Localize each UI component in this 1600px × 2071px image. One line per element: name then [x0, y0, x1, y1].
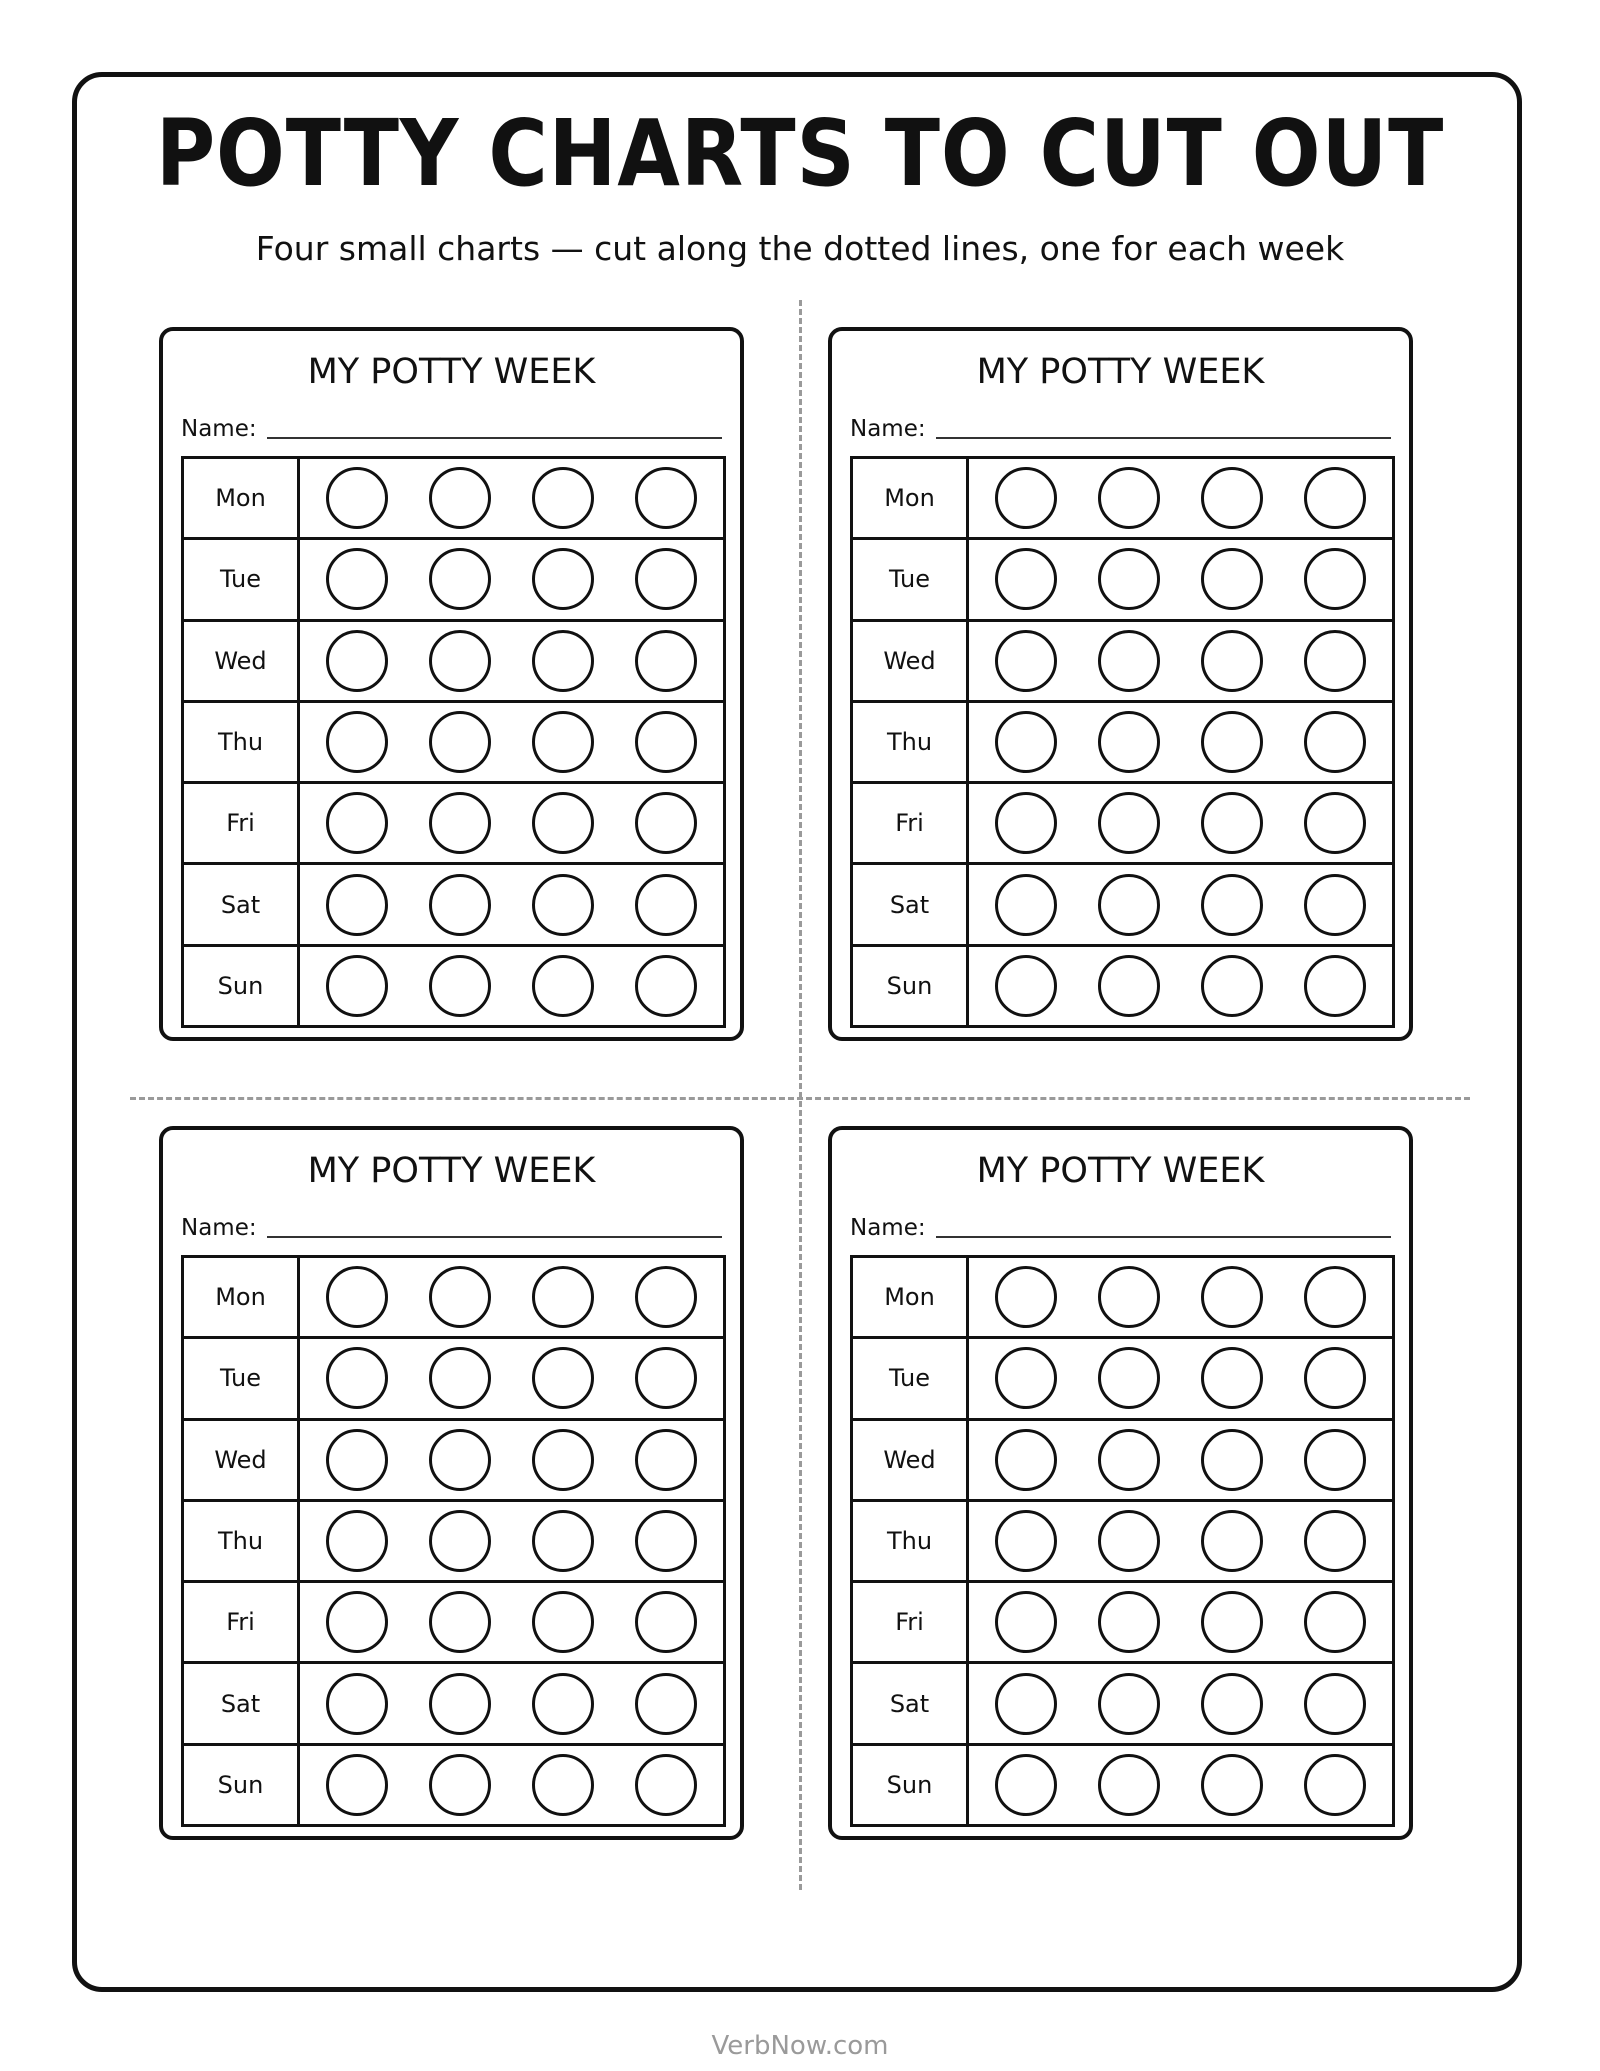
- circle-group: [300, 1746, 723, 1824]
- chart-title: MY POTTY WEEK: [976, 1151, 1265, 1191]
- potty-circle[interactable]: [1201, 711, 1263, 773]
- day-row: [853, 1746, 1392, 1824]
- potty-circle[interactable]: [429, 630, 491, 692]
- potty-circle[interactable]: [1304, 467, 1366, 529]
- potty-circle[interactable]: [532, 711, 594, 773]
- circle-group: [969, 1421, 1392, 1499]
- potty-circle[interactable]: [429, 548, 491, 610]
- potty-circle[interactable]: [635, 792, 697, 854]
- potty-circle[interactable]: [1201, 548, 1263, 610]
- potty-circle[interactable]: [1201, 955, 1263, 1017]
- name-label: Name:: [181, 416, 257, 442]
- potty-circle[interactable]: [1304, 1510, 1366, 1572]
- potty-circle[interactable]: [326, 1429, 388, 1491]
- potty-circle[interactable]: [635, 1347, 697, 1409]
- day-row: [853, 784, 1392, 865]
- potty-circle[interactable]: [1201, 467, 1263, 529]
- potty-circle[interactable]: [532, 630, 594, 692]
- circle-group: [300, 1339, 723, 1417]
- day-label: Thu: [853, 1502, 969, 1580]
- chart-title: MY POTTY WEEK: [976, 352, 1265, 392]
- day-row: [853, 1421, 1392, 1502]
- name-label: Name:: [181, 1215, 257, 1241]
- day-label: Sun: [853, 1746, 969, 1824]
- day-label: Fri: [853, 1583, 969, 1661]
- circle-group: [300, 1502, 723, 1580]
- circle-group: [300, 459, 723, 537]
- potty-circle[interactable]: [635, 874, 697, 936]
- day-row: [184, 1583, 723, 1664]
- potty-circle[interactable]: [1304, 1591, 1366, 1653]
- circle-group: [969, 947, 1392, 1025]
- day-label: Mon: [184, 1258, 300, 1336]
- potty-circle[interactable]: [635, 548, 697, 610]
- potty-circle[interactable]: [532, 1266, 594, 1328]
- day-row: [853, 947, 1392, 1025]
- potty-circle[interactable]: [1304, 1347, 1366, 1409]
- potty-circle[interactable]: [1098, 1673, 1160, 1735]
- potty-circle[interactable]: [429, 1673, 491, 1735]
- potty-circle[interactable]: [532, 1429, 594, 1491]
- potty-circle[interactable]: [635, 467, 697, 529]
- potty-circle[interactable]: [532, 1510, 594, 1572]
- day-label: Thu: [184, 1502, 300, 1580]
- week-grid: [181, 456, 726, 1028]
- potty-circle[interactable]: [1201, 1347, 1263, 1409]
- potty-circle[interactable]: [635, 1429, 697, 1491]
- day-row: [184, 1746, 723, 1824]
- potty-circle[interactable]: [532, 1673, 594, 1735]
- potty-circle[interactable]: [1201, 792, 1263, 854]
- week-grid: [850, 1255, 1395, 1827]
- potty-circle[interactable]: [1304, 1754, 1366, 1816]
- circle-group: [969, 459, 1392, 537]
- potty-circle[interactable]: [1304, 548, 1366, 610]
- day-row: [184, 1502, 723, 1583]
- potty-circle[interactable]: [1098, 711, 1160, 773]
- potty-circle[interactable]: [1304, 1429, 1366, 1491]
- day-label: Tue: [853, 540, 969, 618]
- potty-circle[interactable]: [1201, 1754, 1263, 1816]
- potty-circle[interactable]: [429, 1591, 491, 1653]
- potty-circle[interactable]: [1098, 630, 1160, 692]
- potty-chart-card-3: [159, 1126, 744, 1840]
- potty-circle[interactable]: [326, 548, 388, 610]
- potty-circle[interactable]: [326, 1266, 388, 1328]
- potty-circle[interactable]: [995, 1754, 1057, 1816]
- day-label: Sat: [184, 865, 300, 943]
- day-label: Mon: [184, 459, 300, 537]
- day-row: [853, 622, 1392, 703]
- circle-group: [969, 865, 1392, 943]
- potty-circle[interactable]: [635, 1510, 697, 1572]
- day-row: [853, 540, 1392, 621]
- name-row: [850, 1210, 1391, 1240]
- day-label: Tue: [184, 1339, 300, 1417]
- potty-circle[interactable]: [995, 792, 1057, 854]
- circle-group: [300, 1583, 723, 1661]
- potty-circle[interactable]: [429, 792, 491, 854]
- day-label: Fri: [184, 1583, 300, 1661]
- potty-circle[interactable]: [429, 874, 491, 936]
- day-label: Wed: [184, 622, 300, 700]
- potty-circle[interactable]: [532, 1347, 594, 1409]
- name-write-line[interactable]: [936, 436, 1391, 439]
- day-row: [184, 703, 723, 784]
- day-row: [853, 1583, 1392, 1664]
- circle-group: [969, 1664, 1392, 1742]
- chart-title: MY POTTY WEEK: [307, 352, 596, 392]
- circle-group: [300, 947, 723, 1025]
- potty-circle[interactable]: [532, 1591, 594, 1653]
- potty-circle[interactable]: [1098, 467, 1160, 529]
- potty-circle[interactable]: [1304, 630, 1366, 692]
- name-label: Name:: [850, 1215, 926, 1241]
- potty-circle[interactable]: [532, 467, 594, 529]
- name-label: Name:: [850, 416, 926, 442]
- potty-circle[interactable]: [1201, 1673, 1263, 1735]
- circle-group: [969, 1258, 1392, 1336]
- potty-circle[interactable]: [326, 792, 388, 854]
- potty-circle[interactable]: [995, 1266, 1057, 1328]
- potty-circle[interactable]: [635, 630, 697, 692]
- day-label: Wed: [184, 1421, 300, 1499]
- potty-circle[interactable]: [1098, 548, 1160, 610]
- potty-circle[interactable]: [1098, 1429, 1160, 1491]
- day-label: Sat: [853, 1664, 969, 1742]
- day-row: [184, 622, 723, 703]
- potty-circle[interactable]: [326, 1673, 388, 1735]
- potty-circle[interactable]: [532, 955, 594, 1017]
- circle-group: [969, 1583, 1392, 1661]
- circle-group: [300, 865, 723, 943]
- potty-circle[interactable]: [326, 1510, 388, 1572]
- circle-group: [969, 1746, 1392, 1824]
- potty-circle[interactable]: [1098, 792, 1160, 854]
- circle-group: [969, 1339, 1392, 1417]
- day-row: [853, 459, 1392, 540]
- potty-circle[interactable]: [1304, 792, 1366, 854]
- potty-circle[interactable]: [1098, 1591, 1160, 1653]
- circle-group: [300, 1664, 723, 1742]
- circle-group: [300, 540, 723, 618]
- potty-circle[interactable]: [326, 1591, 388, 1653]
- potty-circle[interactable]: [995, 548, 1057, 610]
- potty-circle[interactable]: [1304, 874, 1366, 936]
- potty-circle[interactable]: [635, 1754, 697, 1816]
- name-write-line[interactable]: [267, 436, 722, 439]
- day-label: Tue: [184, 540, 300, 618]
- day-row: [184, 947, 723, 1025]
- potty-circle[interactable]: [326, 711, 388, 773]
- week-grid: [181, 1255, 726, 1827]
- day-row: [184, 1421, 723, 1502]
- circle-group: [300, 784, 723, 862]
- potty-circle[interactable]: [995, 467, 1057, 529]
- potty-circle[interactable]: [532, 548, 594, 610]
- page-title: POTTY CHARTS TO CUT OUT: [155, 100, 1445, 207]
- potty-circle[interactable]: [1098, 1347, 1160, 1409]
- circle-group: [300, 703, 723, 781]
- potty-circle[interactable]: [1201, 1510, 1263, 1572]
- potty-circle[interactable]: [1201, 630, 1263, 692]
- potty-circle[interactable]: [326, 467, 388, 529]
- day-row: [853, 1664, 1392, 1745]
- potty-circle[interactable]: [1304, 1673, 1366, 1735]
- circle-group: [969, 703, 1392, 781]
- circle-group: [969, 784, 1392, 862]
- potty-circle[interactable]: [995, 874, 1057, 936]
- day-label: Sun: [184, 947, 300, 1025]
- potty-chart-card-2: [828, 327, 1413, 1041]
- day-label: Thu: [184, 703, 300, 781]
- potty-circle[interactable]: [1304, 711, 1366, 773]
- potty-circle[interactable]: [1098, 1510, 1160, 1572]
- circle-group: [969, 622, 1392, 700]
- circle-group: [300, 622, 723, 700]
- potty-circle[interactable]: [635, 1591, 697, 1653]
- day-row: [184, 1258, 723, 1339]
- potty-circle[interactable]: [995, 630, 1057, 692]
- potty-circle[interactable]: [995, 955, 1057, 1017]
- day-row: [184, 540, 723, 621]
- day-row: [184, 1664, 723, 1745]
- potty-circle[interactable]: [1201, 1591, 1263, 1653]
- day-label: Wed: [853, 1421, 969, 1499]
- day-row: [184, 865, 723, 946]
- potty-circle[interactable]: [1098, 955, 1160, 1017]
- name-row: [181, 1210, 722, 1240]
- day-row: [184, 459, 723, 540]
- vertical-cut-line: [799, 300, 802, 1890]
- potty-chart-card-1: [159, 327, 744, 1041]
- day-row: [853, 1339, 1392, 1420]
- potty-circle[interactable]: [995, 1347, 1057, 1409]
- potty-circle[interactable]: [532, 792, 594, 854]
- potty-circle[interactable]: [995, 1591, 1057, 1653]
- chart-title: MY POTTY WEEK: [307, 1151, 596, 1191]
- potty-circle[interactable]: [1304, 1266, 1366, 1328]
- day-label: Tue: [853, 1339, 969, 1417]
- potty-circle[interactable]: [995, 711, 1057, 773]
- potty-circle[interactable]: [995, 1429, 1057, 1491]
- potty-circle[interactable]: [429, 1347, 491, 1409]
- circle-group: [969, 1502, 1392, 1580]
- circle-group: [300, 1258, 723, 1336]
- potty-circle[interactable]: [1201, 874, 1263, 936]
- potty-circle[interactable]: [1098, 1266, 1160, 1328]
- day-label: Sat: [184, 1664, 300, 1742]
- day-label: Fri: [853, 784, 969, 862]
- day-label: Thu: [853, 703, 969, 781]
- potty-circle[interactable]: [1201, 1429, 1263, 1491]
- day-label: Fri: [184, 784, 300, 862]
- potty-circle[interactable]: [326, 1347, 388, 1409]
- day-label: Sun: [853, 947, 969, 1025]
- potty-circle[interactable]: [429, 955, 491, 1017]
- potty-circle[interactable]: [995, 1510, 1057, 1572]
- name-row: [181, 411, 722, 441]
- potty-circle[interactable]: [1304, 955, 1366, 1017]
- potty-circle[interactable]: [429, 1510, 491, 1572]
- day-row: [184, 1339, 723, 1420]
- day-row: [853, 865, 1392, 946]
- day-row: [853, 1502, 1392, 1583]
- potty-circle[interactable]: [635, 955, 697, 1017]
- day-label: Wed: [853, 622, 969, 700]
- circle-group: [969, 540, 1392, 618]
- potty-circle[interactable]: [532, 874, 594, 936]
- potty-circle[interactable]: [635, 711, 697, 773]
- day-row: [184, 784, 723, 865]
- day-label: Sat: [853, 865, 969, 943]
- potty-circle[interactable]: [1201, 1266, 1263, 1328]
- potty-circle[interactable]: [1098, 1754, 1160, 1816]
- potty-circle[interactable]: [326, 630, 388, 692]
- potty-circle[interactable]: [429, 467, 491, 529]
- potty-circle[interactable]: [635, 1673, 697, 1735]
- potty-chart-card-4: [828, 1126, 1413, 1840]
- day-row: [853, 703, 1392, 784]
- potty-circle[interactable]: [635, 1266, 697, 1328]
- day-label: Mon: [853, 459, 969, 537]
- circle-group: [300, 1421, 723, 1499]
- day-label: Sun: [184, 1746, 300, 1824]
- potty-circle[interactable]: [326, 874, 388, 936]
- name-write-line[interactable]: [936, 1235, 1391, 1238]
- day-label: Mon: [853, 1258, 969, 1336]
- potty-circle[interactable]: [326, 1754, 388, 1816]
- week-grid: [850, 456, 1395, 1028]
- day-row: [853, 1258, 1392, 1339]
- potty-circle[interactable]: [429, 711, 491, 773]
- potty-circle[interactable]: [326, 955, 388, 1017]
- page-subtitle: Four small charts — cut along the dotted lines, one for each week: [255, 229, 1345, 268]
- potty-circle[interactable]: [1098, 874, 1160, 936]
- footer-watermark: VerbNow.com: [711, 2031, 889, 2061]
- potty-circle[interactable]: [429, 1754, 491, 1816]
- potty-circle[interactable]: [429, 1429, 491, 1491]
- potty-circle[interactable]: [532, 1754, 594, 1816]
- name-row: [850, 411, 1391, 441]
- horizontal-cut-line: [130, 1097, 1470, 1100]
- potty-circle[interactable]: [995, 1673, 1057, 1735]
- name-write-line[interactable]: [267, 1235, 722, 1238]
- potty-circle[interactable]: [429, 1266, 491, 1328]
